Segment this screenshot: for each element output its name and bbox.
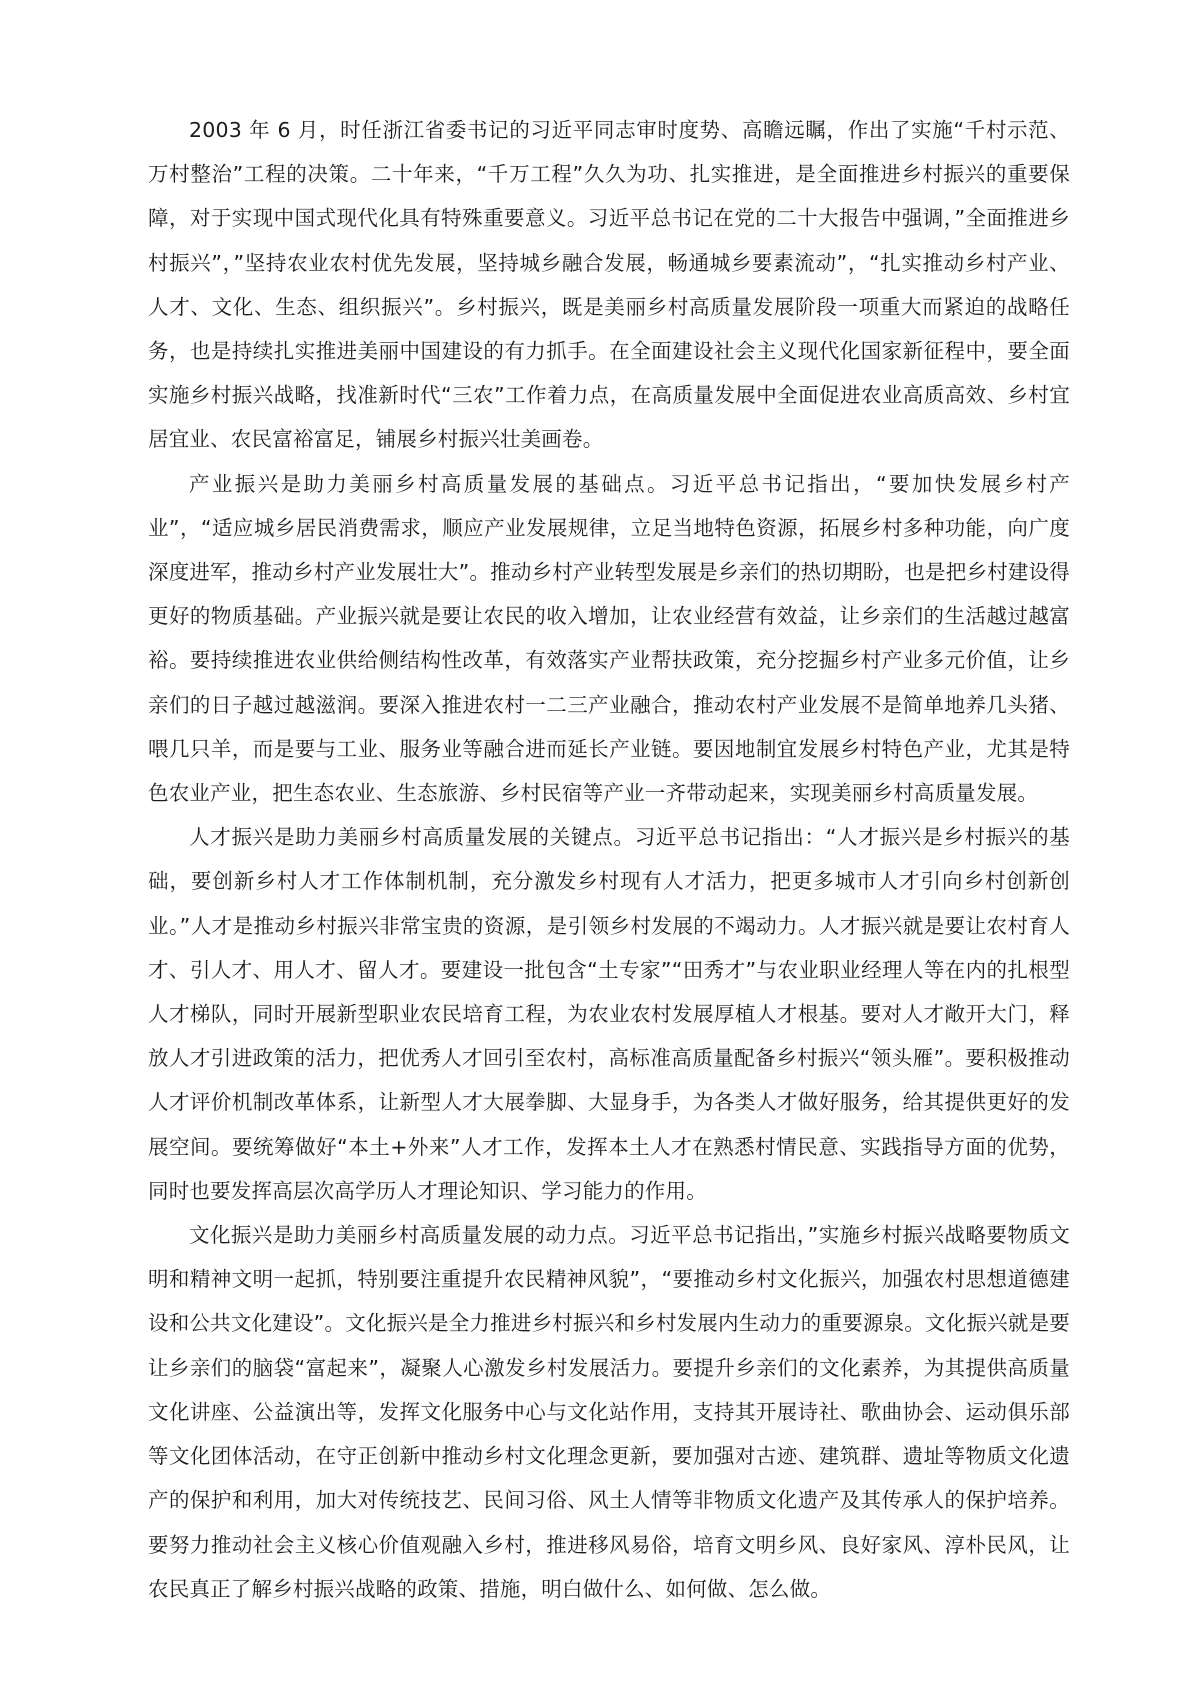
paragraph-culture-revitalization: 文化振兴是助力美丽乡村高质量发展的动力点。习近平总书记指出，”实施乡村振兴战略要物质文明和精神文明一起抓，特别要注重提升农民精神风貌”，“要推动乡村文化振兴，加强农村思想道德建设和公共文化建设”。文化振兴是全力推进乡村振兴和乡村发展内生动力的重要源泉。文化振兴就是要让乡亲们的脑袋“富起来”，凝聚人心激发乡村发展活力。要提升乡亲们的文化素养，为其提供高质量文化讲座、公益演出等，发挥文化服务中心与文化站作用，支持其开展诗社、歌曲协会、运动俱乐部等文化团体活动，在守正创新中推动乡村文化理念更新，要加强对古迹、建筑群、遗址等物质文化遗产的保护和利用，加大对传统技艺、民间习俗、风土人情等非物质文化遗产及其传承人的保护培养。要努力推动社会主义核心价值观融入乡村，推进移风易俗，培育文明乡风、良好家风、淳朴民风，让农民真正了解乡村振兴战略的政策、措施，明白做什么、如何做、怎么做。 [148,1223,1070,1601]
document-body [148,108,1070,1611]
paragraph-intro: 2003 年 6 月，时任浙江省委书记的习近平同志审时度势、高瞻远瞩，作出了实施“千村示范、万村整治”工程的决策。二十年来，“千万工程”久久为功、扎实推进，是全面推进乡村振兴的重要保障，对于实现中国式现代化具有特殊重要意义。习近平总书记在党的二十大报告中强调，”全面推进乡村振兴”，”坚持农业农村优先发展，坚持城乡融合发展，畅通城乡要素流动”，“扎实推动乡村产业、人才、文化、生态、组织振兴”。乡村振兴，既是美丽乡村高质量发展阶段一项重大而紧迫的战略任务，也是持续扎实推进美丽中国建设的有力抓手。在全面建设社会主义现代化国家新征程中，要全面实施乡村振兴战略，找准新时代“三农”工作着力点，在高质量发展中全面促进农业高质高效、乡村宜居宜业、农民富裕富足，铺展乡村振兴壮美画卷。 [148,118,1070,452]
paragraph-industry-revitalization: 产业振兴是助力美丽乡村高质量发展的基础点。习近平总书记指出，“要加快发展乡村产业”，“适应城乡居民消费需求，顺应产业发展规律，立足当地特色资源，拓展乡村多种功能，向广度深度进军，推动乡村产业发展壮大”。推动乡村产业转型发展是乡亲们的热切期盼，也是把乡村建设得更好的物质基础。产业振兴就是要让农民的收入增加，让农业经营有效益，让乡亲们的生活越过越富裕。要持续推进农业供给侧结构性改革，有效落实产业帮扶政策，充分挖掘乡村产业多元价值，让乡亲们的日子越过越滋润。要深入推进农村一二三产业融合，推动农村产业发展不是简单地养几头猪、喂几只羊，而是要与工业、服务业等融合进而延长产业链。要因地制宜发展乡村特色产业，尤其是特色农业产业，把生态农业、生态旅游、乡村民宿等产业一齐带动起来，实现美丽乡村高质量发展。 [148,471,1070,806]
paragraph-talent-revitalization: 人才振兴是助力美丽乡村高质量发展的关键点。习近平总书记指出：“人才振兴是乡村振兴的基础，要创新乡村人才工作体制机制，充分激发乡村现有人才活力，把更多城市人才引向乡村创新创业。”人才是推动乡村振兴非常宝贵的资源，是引领乡村发展的不竭动力。人才振兴就是要让农村育人才、引人才、用人才、留人才。要建设一批包含“土专家”“田秀才”与农业职业经理人等在内的扎根型人才梯队，同时开展新型职业农民培育工程，为农业农村发展厚植人才根基。要对人才敞开大门，释放人才引进政策的活力，把优秀人才回引至农村，高标准高质量配备乡村振兴“领头雁”。要积极推动人才评价机制改革体系，让新型人才大展拳脚、大显身手，为各类人才做好服务，给其提供更好的发展空间。要统筹做好“本土+外来”人才工作，发挥本土人才在熟悉村情民意、实践指导方面的优势，同时也要发挥高层次高学历人才理论知识、学习能力的作用。 [148,825,1070,1203]
